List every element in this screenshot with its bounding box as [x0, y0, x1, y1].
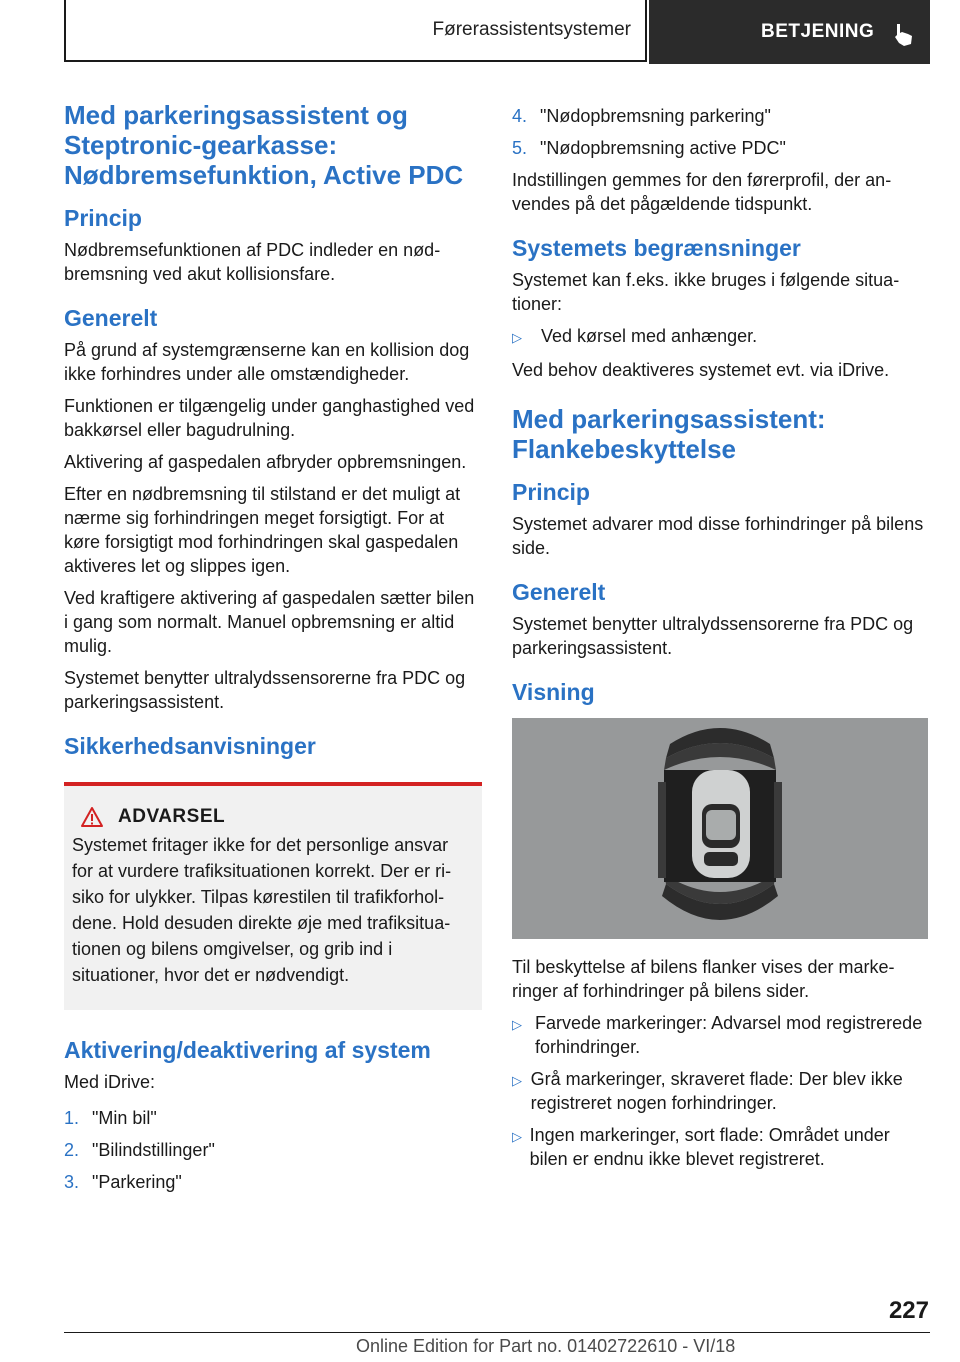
princip-heading: Princip — [64, 205, 142, 231]
generelt-paragraph: Efter en nødbremsning til stilstand er det muligt at nærme sig forhindringen meget forsigtigt. For at køre forsigtigt mod forhindringen skal gaspedalen aktiveres let og slippes igen. — [64, 484, 461, 576]
left-column — [64, 100, 482, 1202]
limits-heading: Systemets begrænsninger — [512, 235, 801, 261]
footer-divider — [64, 1332, 930, 1333]
limits-after: Ved behov deaktiveres systemet evt. via iDrive. — [512, 360, 890, 380]
section-title: Førerassistentsystemer — [64, 0, 647, 62]
generelt-heading: Generelt — [512, 579, 606, 605]
princip-heading: Princip — [512, 479, 590, 505]
warning-box — [64, 782, 482, 1010]
list-item: ▷ Farvede markeringer: Advarsel mod registrerede forhindringer. — [512, 1013, 923, 1057]
list-item: ▷ Grå markeringer, skraveret flade: Der blev ikke registreret nogen forhindringer. — [512, 1069, 903, 1113]
chapter-title: BETJENING — [761, 21, 875, 42]
triangle-bullet-icon: ▷ — [512, 330, 522, 345]
edition-footer: Online Edition for Part no. 01402722610 - VI/18 — [356, 1336, 736, 1356]
warning-text: Systemet fritager ikke for det personlige ansvar for at vurdere trafiksituationen korrekt. Der er risiko for ulykker. Tilpas kørestilen til trafikforholdene. Hold desuden direkte øje med trafiksituationen og bilens omgivelser, og grib ind i situationer, hvor det er nødvendigt. — [72, 835, 452, 985]
flank-protection-figure — [512, 718, 928, 939]
page-header — [64, 0, 930, 64]
limits-list — [512, 324, 930, 350]
pointing-hand-icon — [892, 22, 916, 48]
triangle-bullet-icon: ▷ — [512, 1017, 522, 1032]
visning-list — [512, 1011, 930, 1171]
profile-text: Indstillingen gemmes for den førerprofil, der anvendes på det pågældende tidspunkt. — [512, 170, 892, 214]
visning-heading: Visning — [512, 679, 595, 705]
warning-header — [72, 806, 472, 828]
section-title-emergency-brake: Med parkeringsassistent og Steptronic-gearkasse: Nødbremsefunktion, Active PDC — [64, 100, 464, 190]
list-item: 4. "Nødopbremsning parkering" — [512, 106, 771, 126]
activation-steps-continued — [512, 104, 930, 160]
generelt-paragraph: Ved kraftigere aktivering af gaspedalen sætter bilen i gang som normalt. Manuel opbremsning er altid mulig. — [64, 588, 475, 656]
list-item: ▷ Ingen markeringer, sort flade: Området under bilen er endnu ikke blevet registreret. — [512, 1125, 890, 1169]
list-item: 2. "Bilindstillinger" — [64, 1140, 215, 1160]
warning-title: ADVARSEL — [118, 806, 226, 827]
list-item: 3. "Parkering" — [64, 1172, 182, 1192]
list-item: ▷ Ved kørsel med anhænger. — [512, 324, 930, 350]
list-item: 5. "Nødopbremsning active PDC" — [512, 138, 786, 158]
limits-text: Systemet kan f.eks. ikke bruges i følgende situationer: — [512, 270, 900, 314]
activation-steps — [64, 1106, 482, 1194]
generelt-paragraph: På grund af systemgrænserne kan en kollision dog ikke forhindres under alle omstændigheder. — [64, 340, 470, 384]
section-title-flank: Med parkeringsassistent: Flankebeskyttelse — [512, 404, 826, 464]
chapter-tab — [649, 0, 930, 64]
princip-text: Nødbremsefunktionen af PDC indleder en nødbremsning ved akut kollisionsfare. — [64, 240, 441, 284]
triangle-bullet-icon: ▷ — [512, 1129, 522, 1144]
page-number: 227 — [888, 1297, 929, 1324]
activation-heading: Aktivering/deaktivering af system — [64, 1037, 431, 1063]
generelt-paragraph: Aktivering af gaspedalen afbryder opbremsningen. — [64, 452, 467, 472]
generelt-paragraph: Systemet benytter ultralydssensorerne fra PDC og parkeringsassistent. — [64, 668, 466, 712]
warning-triangle-icon — [80, 806, 104, 828]
triangle-bullet-icon: ▷ — [512, 1073, 522, 1088]
generelt-text: Systemet benytter ultralydssensorerne fra PDC og parkeringsassistent. — [512, 614, 914, 658]
car-top-view-illustration — [512, 718, 928, 939]
activation-intro: Med iDrive: — [64, 1072, 156, 1092]
list-item: 1. "Min bil" — [64, 1108, 157, 1128]
visning-text: Til beskyttelse af bilens flanker vises der markeringer af forhindringer på bilens sider. — [512, 957, 895, 1001]
princip-text: Systemet advarer mod disse forhindringer på bilens side. — [512, 514, 924, 558]
generelt-heading: Generelt — [64, 305, 158, 331]
right-column — [512, 100, 930, 1179]
safety-heading: Sikkerhedsanvisninger — [64, 733, 316, 759]
generelt-paragraph: Funktionen er tilgængelig under ganghastighed ved bakkørsel eller bagudrulning. — [64, 396, 475, 440]
